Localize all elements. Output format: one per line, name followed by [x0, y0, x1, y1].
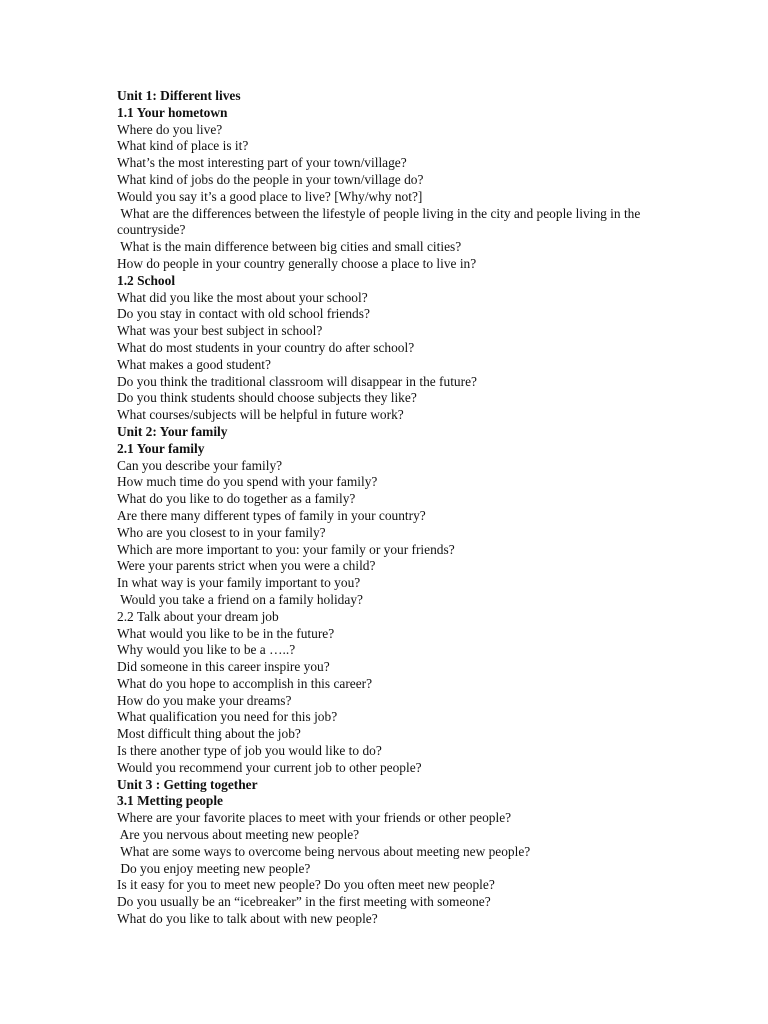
question-line: What courses/subjects will be helpful in future work? — [117, 407, 404, 423]
question-line: Where are your favorite places to meet with your friends or other people? — [117, 810, 512, 826]
section-1-1-heading: 1.1 Your hometown — [117, 104, 228, 120]
question-line: Most difficult thing about the job? — [117, 726, 301, 742]
question-line: Where do you live? — [117, 121, 223, 137]
question-line: Would you say it’s a good place to live? [Why/why not?] — [117, 188, 423, 204]
question-line: Why would you like to be a …..? — [117, 642, 296, 658]
question-line: Is there another type of job you would like to do? — [117, 743, 382, 759]
question-line: Do you usually be an “icebreaker” in the first meeting with someone? — [117, 894, 491, 910]
question-line: How do you make your dreams? — [117, 692, 292, 708]
question-line: Do you enjoy meeting new people? — [117, 860, 311, 876]
section-2-2-heading: 2.2 Talk about your dream job — [117, 608, 279, 624]
question-line: Were your parents strict when you were a child? — [117, 558, 376, 574]
question-line: What are the differences between the lifestyle of people living in the city and people living in the countryside? — [117, 205, 644, 238]
question-line: Is it easy for you to meet new people? Do you often meet new people? — [117, 877, 495, 893]
question-line: Which are more important to you: your family or your friends? — [117, 541, 455, 557]
question-line: What kind of jobs do the people in your town/village do? — [117, 171, 424, 187]
question-line: What makes a good student? — [117, 356, 271, 372]
question-line: Do you think students should choose subjects they like? — [117, 390, 417, 406]
unit-1-heading: Unit 1: Different lives — [117, 88, 241, 103]
question-line: Do you stay in contact with old school friends? — [117, 306, 370, 322]
question-line: How do people in your country generally choose a place to live in? — [117, 255, 477, 271]
question-line: What is the main difference between big cities and small cities? — [117, 239, 462, 255]
unit-3-heading: Unit 3 : Getting together — [117, 776, 258, 792]
question-line: In what way is your family important to you? — [117, 575, 361, 591]
question-line: What do you like to do together as a family? — [117, 491, 356, 507]
question-line: Would you take a friend on a family holiday? — [117, 591, 363, 607]
question-line: What are some ways to overcome being nervous about meeting new people? — [117, 843, 531, 859]
question-line: Would you recommend your current job to other people? — [117, 759, 422, 775]
question-line: Are you nervous about meeting new people? — [117, 827, 360, 843]
question-line: Can you describe your family? — [117, 457, 283, 473]
question-line: What did you like the most about your school? — [117, 289, 368, 305]
question-line: What do you hope to accomplish in this career? — [117, 675, 373, 691]
question-line: What kind of place is it? — [117, 138, 249, 154]
section-1-2-heading: 1.2 School — [117, 272, 176, 288]
question-line: Are there many different types of family in your country? — [117, 507, 426, 523]
question-line: What do you like to talk about with new people? — [117, 911, 378, 927]
question-line: What’s the most interesting part of your town/village? — [117, 155, 407, 171]
question-line: Do you think the traditional classroom will disappear in the future? — [117, 373, 477, 389]
question-line: How much time do you spend with your family? — [117, 474, 378, 490]
section-2-1-heading: 2.1 Your family — [117, 440, 205, 456]
section-3-1-heading: 3.1 Metting people — [117, 793, 223, 809]
question-line: What was your best subject in school? — [117, 323, 323, 339]
document-body — [117, 88, 677, 928]
question-line: Who are you closest to in your family? — [117, 524, 326, 540]
question-line: What do most students in your country do after school? — [117, 339, 415, 355]
question-line: What would you like to be in the future? — [117, 625, 335, 641]
question-line: Did someone in this career inspire you? — [117, 659, 330, 675]
unit-2-heading: Unit 2: Your family — [117, 423, 228, 439]
question-line: What qualification you need for this job? — [117, 709, 338, 725]
